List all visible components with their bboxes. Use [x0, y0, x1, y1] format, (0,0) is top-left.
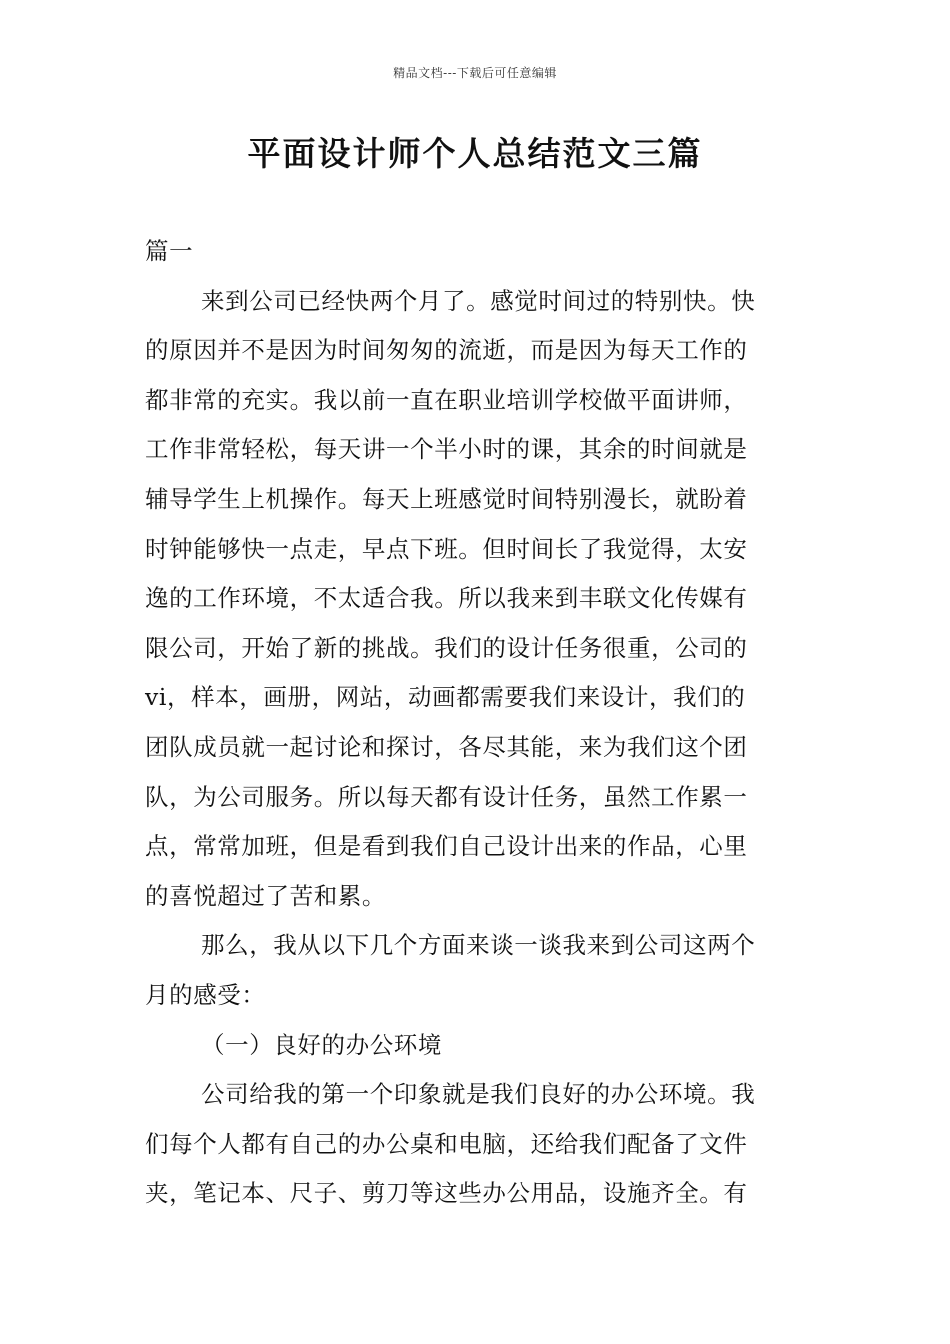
paragraph-line: 的原因并不是因为时间匆匆的流逝，而是因为每天工作的	[145, 336, 748, 365]
paragraph-line: 月的感受：	[145, 980, 266, 1009]
page-title: 平面设计师个人总结范文三篇	[247, 134, 703, 173]
subsection-heading: （一）良好的办公环境	[201, 1030, 442, 1059]
paragraph-line: 队，为公司服务。所以每天都有设计任务，虽然工作累一	[145, 782, 748, 811]
paragraph-line: 公司给我的第一个印象就是我们良好的办公环境。我	[201, 1080, 756, 1109]
paragraph-line: 那么，我从以下几个方面来谈一谈我来到公司这两个	[201, 931, 756, 960]
paragraph-line: 辅导学生上机操作。每天上班感觉时间特别漫长，就盼着	[145, 484, 748, 513]
paragraph-line: 工作非常轻松，每天讲一个半小时的课，其余的时间就是	[145, 435, 748, 464]
paragraph-line: 时钟能够快一点走，早点下班。但时间长了我觉得，太安	[145, 534, 748, 563]
paragraph-line: 点，常常加班，但是看到我们自己设计出来的作品，心里	[145, 832, 748, 861]
paragraph-line: vi，样本，画册，网站，动画都需要我们来设计，我们的	[145, 683, 746, 712]
paragraph-line: 们每个人都有自己的办公桌和电脑，还给我们配备了文件	[145, 1129, 748, 1158]
document-body	[145, 227, 809, 1219]
header-note: 精品文档---下载后可任意编辑	[393, 66, 557, 80]
paragraph-line: 逸的工作环境，不太适合我。所以我来到丰联文化传媒有	[145, 584, 748, 613]
paragraph-line: 团队成员就一起讨论和探讨，各尽其能，来为我们这个团	[145, 732, 748, 761]
paragraph-line: 的喜悦超过了苦和累。	[145, 881, 386, 910]
paragraph-line: 夹，笔记本、尺子、剪刀等这些办公用品，设施齐全。有	[145, 1179, 748, 1208]
paragraph-line: 限公司，开始了新的挑战。我们的设计任务很重，公司的	[145, 633, 748, 662]
paragraph-line: 都非常的充实。我以前一直在职业培训学校做平面讲师，	[145, 385, 748, 414]
section-heading: 篇一	[145, 237, 194, 265]
paragraph-line: 来到公司已经快两个月了。感觉时间过的特别快。快	[201, 286, 756, 315]
